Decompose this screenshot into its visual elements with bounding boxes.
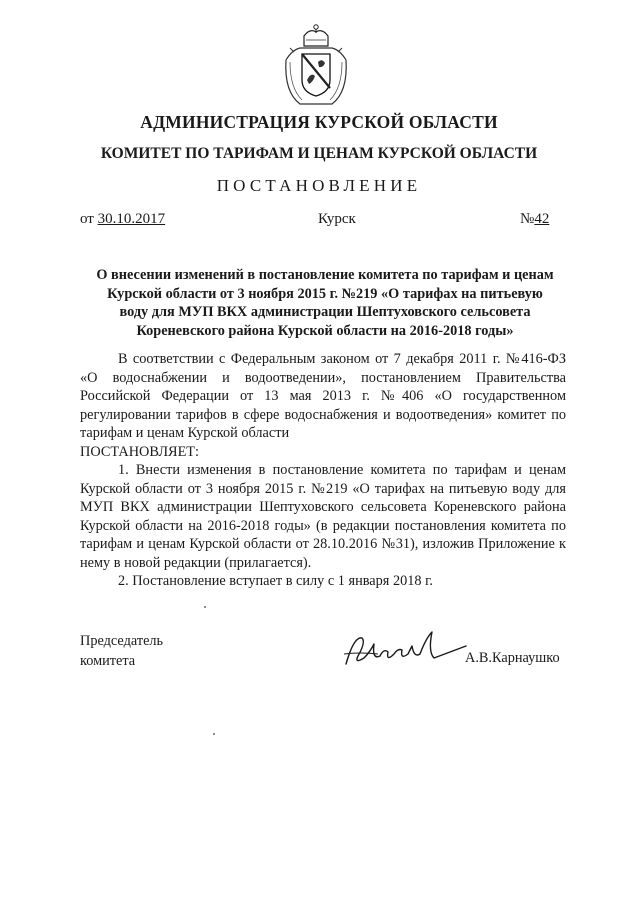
document-city: Курск [318, 211, 356, 227]
number-value: 42 [534, 211, 550, 227]
title-line: Курской области от 3 ноября 2015 г. №219 «О тарифах на питьевую [107, 285, 543, 302]
number-prefix: № [520, 211, 535, 227]
date-value: 30.10.2017 [97, 211, 166, 227]
position-line-1: Председатель [80, 633, 164, 649]
document-body [80, 350, 566, 591]
title-line: воду для МУП ВКХ администрации Шептуховского сельсовета [119, 304, 531, 320]
item-2-paragraph: 2. Постановление вступает в силу с 1 января 2018 г. [118, 573, 433, 589]
document-number [520, 211, 549, 228]
signer-name: А.В.Карнаушко [465, 650, 560, 666]
coat-of-arms-icon [280, 22, 352, 108]
preamble-paragraph: В соответствии с Федеральным законом от 7 декабря 2011 г. №416-ФЗ «О водоснабжении и водоотведении», постановлением Правительства Российской Федерации от 13 мая 2013 г. №406 «О государственном регулировании тарифов в сфере водоснабжения и водоотведения» комитет по тарифам и ценам Курской области [80, 351, 566, 441]
scan-speck [213, 733, 215, 735]
title-line: Кореневского района Курской области на 2016-2018 годы» [136, 322, 514, 339]
scan-speck [204, 606, 206, 608]
resolves-word: ПОСТАНОВЛЯЕТ: [80, 443, 200, 460]
document-title [70, 266, 580, 340]
title-line: О внесении изменений в постановление комитета по тарифам и ценам [96, 267, 554, 283]
document-date [80, 211, 165, 228]
signatory-position [80, 631, 163, 671]
administration-title: АДМИНИСТРАЦИЯ КУРСКОЙ ОБЛАСТИ [140, 112, 498, 132]
document-type: ПОСТАНОВЛЕНИЕ [216, 176, 422, 195]
item-1-paragraph: 1. Внести изменения в постановление комитета по тарифам и ценам Курской области от 3 ноября 2015 г. №219 «О тарифах на питьевую воду для МУП ВКХ администрации Шептуховского сельсовета Кореневского района Курской области на 2016-2018 годы» (в редакции постановления комитета по тарифам и ценам Курской области от 28.10.2016 №31), изложив Приложение к нему в новой редакции (прилагается). [80, 462, 566, 571]
handwritten-signature [340, 624, 470, 674]
position-line-2: комитета [80, 653, 136, 669]
committee-title: КОМИТЕТ ПО ТАРИФАМ И ЦЕНАМ КУРСКОЙ ОБЛАСТИ [100, 145, 538, 162]
date-prefix: от [80, 211, 94, 227]
